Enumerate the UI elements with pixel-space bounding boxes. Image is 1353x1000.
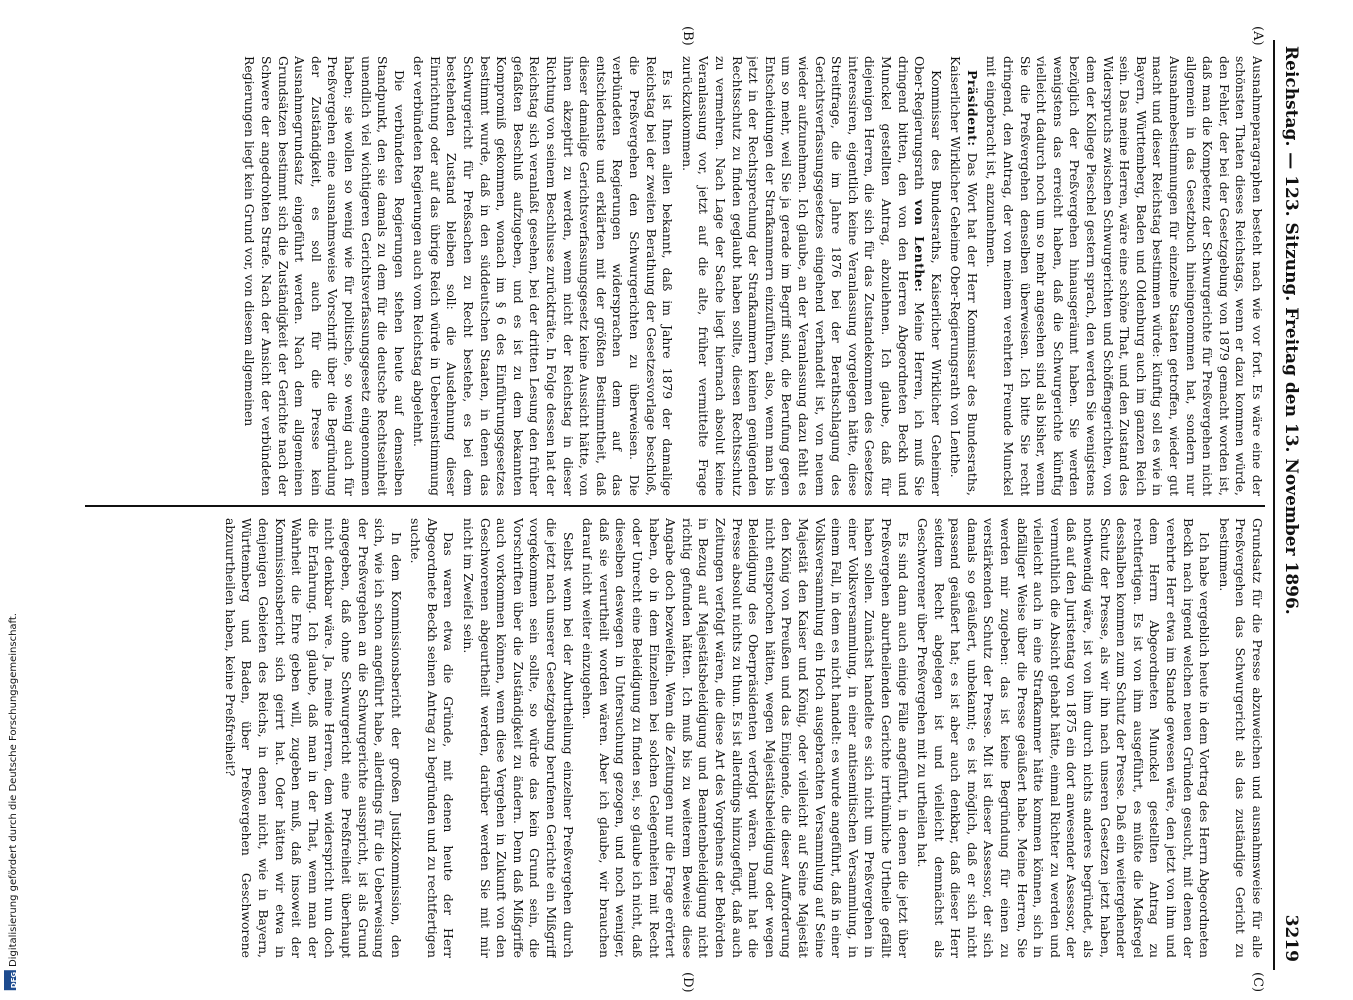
header-title: Reichstag. — 123. Sitzung. Freitag den 13. November 1896. (1281, 46, 1301, 615)
paragraph: Selbst wenn bei der Aburtheilung einzelner Preßvergehen durch die jetzt nach unserer Gesetzgebung berufenen Gerichte ein Mißgriff vorgekommen sein sollte, so würde das kein Grund sein, die Vorschriften über die Zuständigkeit zu ändern. Denn daß Mißgriffe auch vorkommen können, wenn diese Vergehen in Zukunft von den Geschworenen abgeurtheilt werden, darüber werden Sie mit mir nicht im Zweifel sein. (461, 518, 576, 958)
rotated-page (65, 26, 1305, 993)
left-column (85, 56, 1265, 496)
paragraph-text: Meine Herren, ich muß Sie dringend bitten, den von den Herren Abgeordneten Beckh und Munckel gestellten Antrag, abzulehnen. Ich glaube, daß für diejenigen Herren, die sich für das Zustandekommen des Gesetzes interessiren, eigentlich keine Veranlassung vorgelegen hätte, diese Streitfrage, die im Jahre 1876 bei der Berathschlagung des Gerichtsverfassungsgesetzes eingehend verhandelt ist, von neuem wieder aufzunehmen. Ich glaube, an der Veranlassung dazu fehlt es um so mehr, weil Sie ja gerade im Begriff sind, die Berufung gegen Entscheidungen der Strafkammern einzuführen, also, wenn man bis jetzt in der Rechtsprechung der Strafkammern keinen genügenden Rechtsschutz zu finden geglaubt haben sollte, diesen Rechtsschutz zu vermehren. Nach Lage der Sache liegt hiernach absolut keine Veranlassung vor, jetzt auf die alte, früher vermittelte Frage zurückzukommen. (679, 56, 928, 496)
speaker-name: von Lenthe: (912, 199, 928, 293)
speaker-label: Präsident: (964, 70, 980, 147)
margin-marker-b: (B) (680, 26, 695, 46)
speaker-intro: Kommissar des Bundesraths, Kaiserlicher Wirklicher Geheimer Ober-Regierungsrath (912, 56, 944, 496)
paragraph (678, 56, 944, 496)
paragraph: Grundsatz für die Presse abzuweichen und ausnahmsweise für alle Preßvergehen das Schwurgericht als das zuständige Gericht zu bestimmen. (1216, 518, 1265, 958)
paragraph-text: Das Wort hat der Herr Kommissar des Bundesraths, Kaiserlicher Wirklicher Geheime Ober-Regierungsrath von Lenthe. (948, 56, 980, 496)
paragraph: Die verbündeten Regierungen stehen heute auf demselben Standpunkt, den sie damals zu dem für die deutsche Rechtseinheit unendlich viel wichtigeren Gerichtsverfassungsgesetz eingenommen haben; sie wollen so wenig wie für politische, so wenig auch für Preßvergehen eine ausnahmsweise Vorschrift über die Begründung der Zuständigkeit, es soll auch für die Presse kein Ausnahmegrundsatz eingeführt werden. Nach dem allgemeinen Grundsätzen bestimmt sich die Zuständigkeit der Gerichte nach der Schwere der angedrohten Strafe. Nach der Ansicht der verbündeten Regierungen liegt kein Grund vor, von diesem allgemeinen (242, 56, 407, 496)
margin-marker-d: (D) (680, 972, 695, 993)
page-number: 3219 (1281, 914, 1301, 962)
footer-text: Digitalisierung gefördert durch die Deutsche Forschungsgemeinschaft. (8, 612, 19, 967)
margin-marker-c: (C) (1250, 972, 1265, 993)
right-column (85, 518, 1265, 958)
paragraph: Ich habe vergeblich heute in dem Vortrag des Herrn Abgeordneten Beckh nach irgend welchen neuen Gründen gesucht, mit denen der verehrte Herr etwa im Stande gewesen wäre, den jetzt von ihm und dem Herrn Abgeordneten Munckel gestellten Antrag zu rechtfertigen. Es ist von ihm ausgeführt, es müßte die Maßregel desshalben kommen zum Schutz der Presse. Daß ein weitergehender Schutz der Presse, als wir ihn nach unseren Gesetzen jetzt haben, nothwendig wäre, ist von ihm durch nichts anderes begründet, als daß auf den Juristentag von 1875 ein dort anwesender Assessor, der vermuthlich die Absicht gehabt hätte, einmal Richter zu werden und vielleicht auch in eine Strafkammer hätte kommen können, sich in abfälliger Weise über die Presse geäußert habe. Meine Herren, Sie werden mir zugeben: das ist keine Begründung für einen zu verstärkenden Schutz der Presse. Mit ist dieser Assessor, der sich damals so geäußert, unbekannt; es ist möglich, daß er sich nicht passend geäußert hat; es ist aber auch denkbar, daß dieser Herr seitdem Recht abgelegen ist und vielleicht demnächst als Geschworener über Preßvergehen mit zu urtheilen hat. (915, 518, 1213, 958)
paragraph: Es sind dann auch einige Fälle angeführt, in denen die jetzt über Preßvergehen aburtheilenden Gerichte irrthümliche Urtheile gefällt haben sollen. Zunächst handelte es sich nicht um Preßvergehen in einer Volksversammlung, in einer antisemitischen Versammlung, in einem Fall, in dem es nicht handelt: es wurde angeführt, daß in einer Volksversammlung ein Hoch ausgebrachten Versammlung auf Seine Majestät den Kaiser und König, oder vielleicht auf Seine Majestät den König von Preußen und das Einigende, die dieser Aufforderung nicht entsprochen hätten, wegen Majestätsbeleidigung oder wegen Beleidigung des Oberpräsidenten verfolgt wären. Damit hat die Presse absolut nichts zu thun. Es ist allerdings hinzugefügt, daß auch Zeitungen verfolgt wären, die diese Art des Vorgehens der Behörden in Bezug auf Majestätsbeleidigung und Beamtenbeleidigung nicht richtig gefunden hätten. Ich muß bis zu weiterem Beweise diese Angabe doch bezweifeln. Wenn die Zeitungen nur die Frage erörtert haben, ob in dem Einzelnen bei solchen Gelegenheiten mit Recht oder Unrecht eine Beleidigung zu finden sei, so glaube ich nicht, daß dieselben deswegen in Untersuchung gezogen, und noch weniger, daß sie verurtheilt worden wären. Aber ich glaube, wir brauchen darauf nicht weiter einzugehen. (580, 518, 911, 958)
page-header (1273, 40, 1305, 970)
margin-marker-a: (A) (1250, 26, 1265, 46)
paragraph (947, 56, 980, 496)
column-divider (85, 505, 1265, 507)
paragraph: In dem Kommissionsbericht der großen Justizkommission, den sich, wie ich schon angeführt habe, allerdings für die Ueberweisung der Preßvergehen an die Schwurgerichte ausspricht, ist als Grund angegeben, daß ohne Schwurgericht eine Preßfreiheit überhaupt nicht denkbar wäre. Ja, meine Herren, dem widerspricht nun doch die Erfahrung. Ich glaube, daß man in der That, wenn man der Wahrheit die Ehre geben will, zugeben muß, daß insoweit der Kommissionsbericht sich geirrt hat. Oder hätten wir etwa in denjenigen Gebieten des Reichs, in denen nicht, wie in Bayern, Württemberg und Baden, über Preßvergehen Geschworene abzuurtheilen haben, keine Preßfreiheit? (222, 518, 404, 958)
digitization-footer (4, 613, 19, 994)
paragraph: Ausnahmeparagraphen besteht nach wie vor fort. Es wäre eine der schönsten Thaten dieses Reichstags, wenn er dazu kommen würde, den Fehler, der bei der Gesetzgebung von 1879 gemacht worden ist, daß man die Kompetenz der Schwurgerichte für Preßvergehen nicht allgemein in das Gesetzbuch hineingenommen hat, sondern nur Ausnahmebestimmungen für einzelne Staaten getroffen, wieder gut macht und dieser Reichstag bestimmen würde: künftig soll es wie in Bayern, Württemberg, Baden und Oldenburg auch im ganzen Reich sein. Das meine Herren, wäre eine schöne That, und den Zustand des Widerspruchs zwischen Schwurgerichten und Schöffengerichten, von dem der Kollege Pieschel gestern sprach, den werden Sie wenigstens bezüglich der Preßvergehen hinausgeräumt haben. Sie werden wenigstens das erreicht haben, daß die Schwurgerichte künftig vielleicht dadurch noch um so mehr angesehen sind als bisher, wenn Sie die Preßvergehen denselben überweisen. Ich bitte Sie recht dringend, den Antrag, der von meinem verehrten Freunde Munckel mit eingebracht ist, anzunehmen. (984, 56, 1265, 496)
dfg-logo: DFG (4, 970, 16, 990)
paragraph: Es ist Ihnen allen bekannt, daß im Jahre 1879 der damalige Reichstag bei der zweiten Berathung der Gesetzesvorlage beschloß, die Preßvergehen den Schwurgerichten zu überweisen. Die verbündeten Regierungen widersprachen dem auf das entschiedenste und erklärten mit der größten Bestimmtheit, daß dieser damalige Gerichtsverfassungsgesetz keine Aussicht hätte, von ihnen akzeptirt zu werden, wenn nicht der Reichstag in dieser Richtung von seinem Beschlusse zurückträte. In Folge dessen hat der Reichstag sich veranlaßt gesehen, bei der dritten Lesung den früher gefaßten Beschluß aufzugeben, und es ist zu dem bekannten Kompromiß gekommen, wonach im § 6 des Einführungsgesetzes bestimmt wurde, daß in den süddeutschen Staaten, in denen das Schwurgericht für Preßsachen zu Recht bestehe, es bei dem bestehenden Zustand bleiben soll: die Ausdehnung dieser Einrichtung oder auf das übrige Reich würde in Uebereinstimmung der verbündeten Regierungen auch vom Reichstag abgelehnt. (411, 56, 676, 496)
paragraph: Das waren etwa die Gründe, mit denen heute der Herr Abgeordnete Beckh seinen Antrag zu begründen und zu rechtfertigen suchte. (408, 518, 457, 958)
